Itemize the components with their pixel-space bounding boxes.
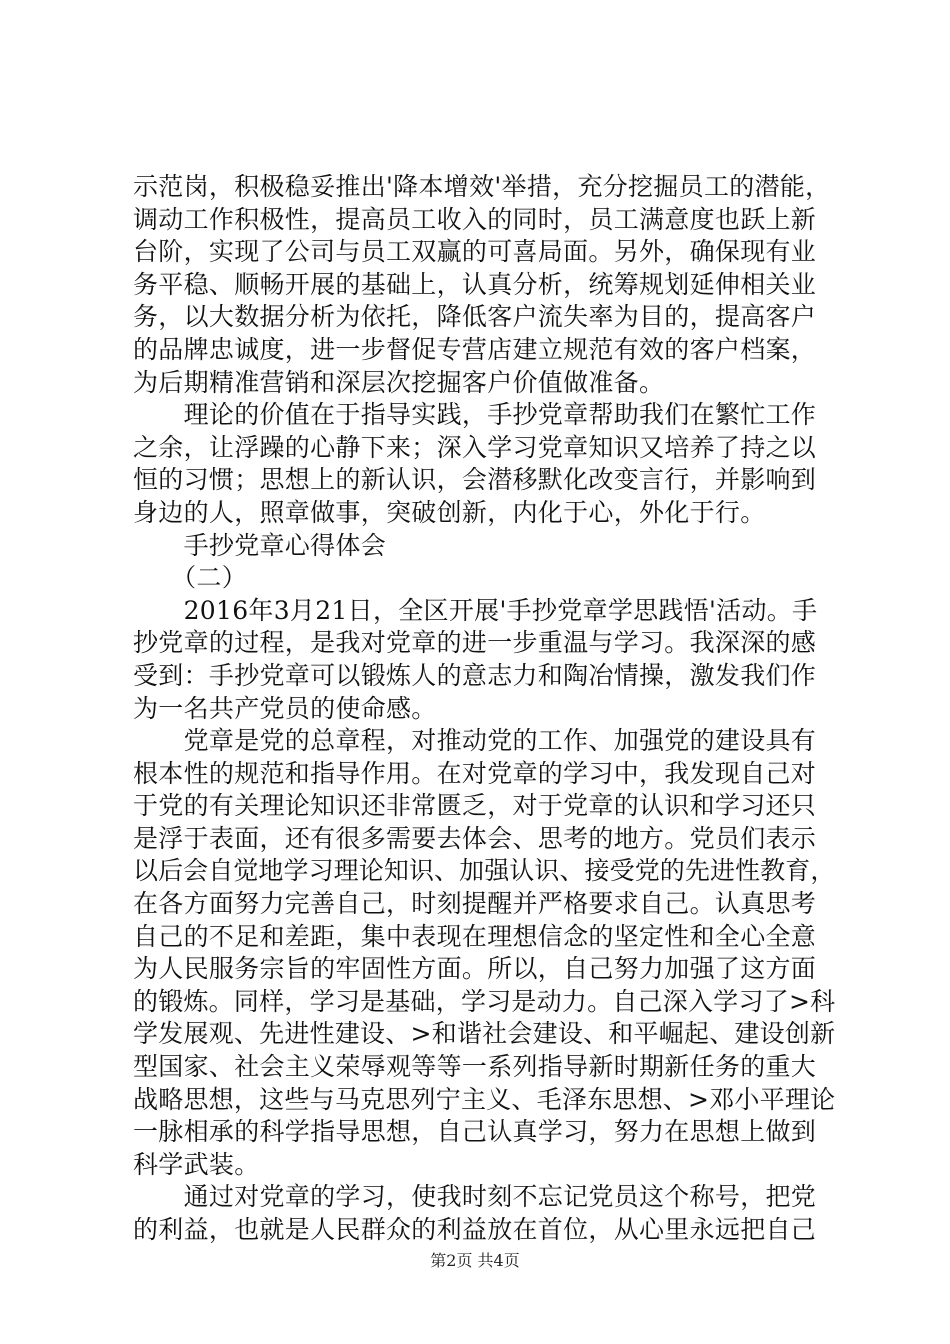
text-line: 之余，让浮躁的心静下来；深入学习党章知识又培养了持之以: [133, 432, 817, 462]
text-line: 手抄党章心得体会: [133, 530, 387, 560]
text-line: 恒的习惯；思想上的新认识，会潜移默化改变言行，并影响到: [133, 465, 817, 495]
page-footer: 第2页 共4页: [430, 1251, 520, 1270]
text-line: 的品牌忠诚度，进一步督促专营店建立规范有效的客户档案，: [133, 334, 817, 364]
text-line: 台阶，实现了公司与员工双赢的可喜局面。另外，确保现有业: [133, 237, 817, 267]
text-line: 理论的价值在于指导实践，手抄党章帮助我们在繁忙工作: [133, 400, 817, 430]
text-line: 通过对党章的学习，使我时刻不忘记党员这个称号，把党: [133, 1182, 817, 1212]
text-line: 为人民服务宗旨的牢固性方面。所以，自己努力加强了这方面: [133, 954, 817, 984]
text-line: 自己的不足和差距，集中表现在理想信念的坚定性和全心全意: [133, 921, 817, 951]
text-line: 2016年3月21日，全区开展'手抄党章学思践悟'活动。手: [133, 595, 818, 625]
text-line: 于党的有关理论知识还非常匮乏，对于党章的认识和学习还只: [133, 791, 817, 821]
text-line: 的利益，也就是人民群众的利益放在首位，从心里永远把自己: [133, 1215, 817, 1244]
text-line: 抄党章的过程，是我对党章的进一步重温与学习。我深深的感: [133, 628, 817, 658]
text-line: 在各方面努力完善自己，时刻提醒并严格要求自己。认真思考: [133, 889, 817, 919]
text-line: 以后会自觉地学习理论知识、加强认识、接受党的先进性教育，: [133, 856, 836, 886]
text-line: 为后期精准营销和深层次挖掘客户价值做准备。: [133, 367, 665, 397]
text-line: 示范岗，积极稳妥推出'降本增效'举措，充分挖掘员工的潜能，: [133, 172, 831, 201]
text-line: 务平稳、顺畅开展的基础上，认真分析，统筹规划延伸相关业: [133, 269, 817, 299]
text-line: 战略思想，这些与马克思列宁主义、毛泽东思想、>邓小平理论: [133, 1084, 836, 1114]
text-line: 根本性的规范和指导作用。在对党章的学习中，我发现自己对: [133, 758, 817, 788]
text-line: 党章是党的总章程，对推动党的工作、加强党的建设具有: [133, 726, 817, 756]
text-line: 科学武装。: [133, 1149, 260, 1179]
text-line: 务，以大数据分析为依托，降低客户流失率为目的，提高客户: [133, 302, 817, 332]
text-line: 受到：手抄党章可以锻炼人的意志力和陶冶情操，激发我们作: [133, 660, 817, 690]
document-body: [133, 171, 836, 1247]
text-line: 是浮于表面，还有很多需要去体会、思考的地方。党员们表示: [133, 823, 817, 853]
text-line: 学发展观、先进性建设、>和谐社会建设、和平崛起、建设创新: [133, 1019, 836, 1049]
text-line: （二）: [133, 563, 248, 593]
text-line: 一脉相承的科学指导思想，自己认真学习，努力在思想上做到: [133, 1117, 817, 1147]
text-line: 为一名共产党员的使命感。: [133, 693, 437, 723]
text-line: 身边的人，照章做事，突破创新，内化于心，外化于行。: [133, 497, 766, 527]
text-line: 型国家、社会主义荣辱观等等一系列指导新时期新任务的重大: [133, 1052, 817, 1082]
text-line: 的锻炼。同样，学习是基础，学习是动力。自己深入学习了>科: [133, 986, 836, 1016]
text-line: 调动工作积极性，提高员工收入的同时，员工满意度也跃上新: [133, 204, 817, 234]
